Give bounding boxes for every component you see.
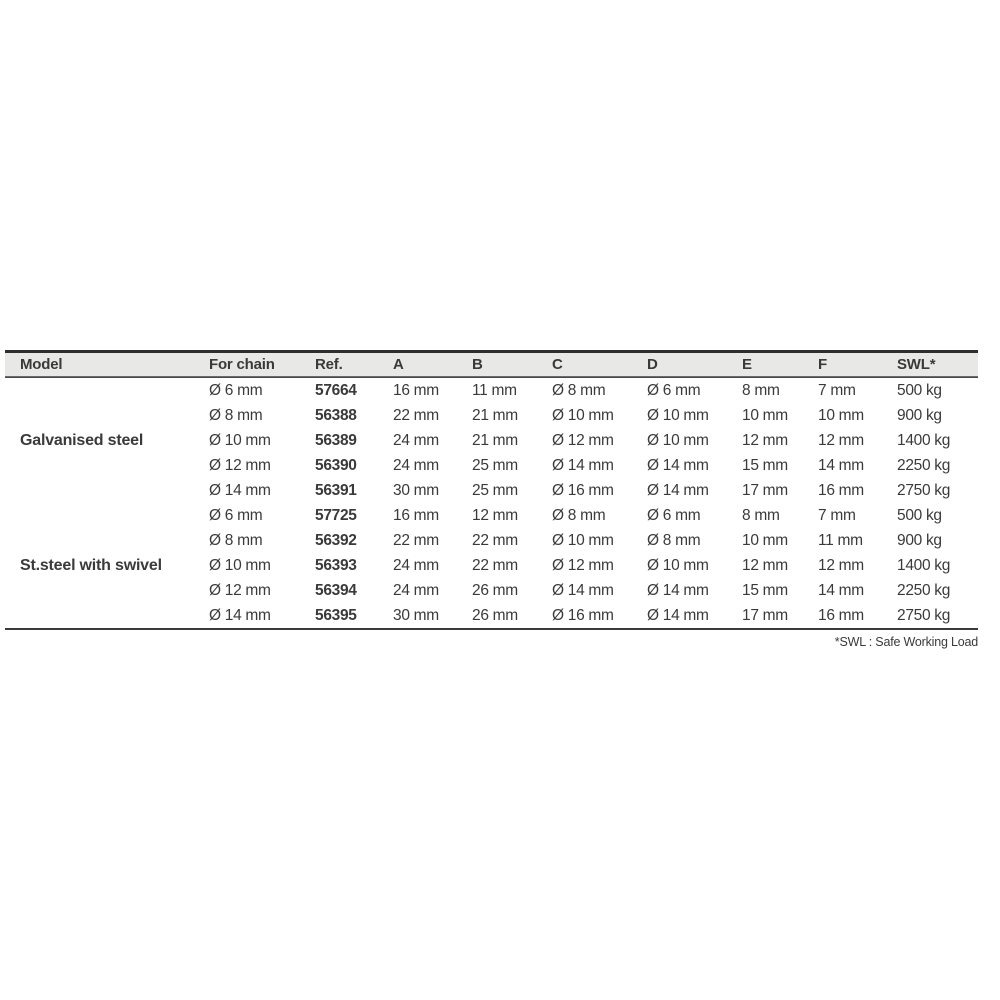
table-header-row [5,350,978,377]
cell-e: 10 mm [742,532,788,549]
cell-for-chain: Ø 8 mm [209,532,263,549]
cell-ref: 56391 [315,482,357,499]
cell-a: 22 mm [393,532,439,549]
cell-c: Ø 12 mm [552,432,614,449]
cell-ref: 56390 [315,457,357,474]
cell-swl: 2750 kg [897,607,951,624]
cell-ref: 56392 [315,532,357,549]
cell-e: 12 mm [742,432,788,449]
cell-a: 24 mm [393,557,439,574]
cell-for-chain: Ø 6 mm [209,382,263,399]
cell-swl: 2250 kg [897,457,951,474]
cell-swl: 1400 kg [897,557,951,574]
cell-f: 12 mm [818,432,864,449]
col-header-b: B [472,356,483,373]
cell-f: 16 mm [818,607,864,624]
model-label: St.steel with swivel [20,556,162,574]
cell-f: 16 mm [818,482,864,499]
cell-c: Ø 8 mm [552,382,606,399]
cell-for-chain: Ø 10 mm [209,557,271,574]
cell-ref: 56394 [315,582,357,599]
cell-f: 7 mm [818,507,856,524]
cell-d: Ø 10 mm [647,432,709,449]
cell-e: 17 mm [742,482,788,499]
cell-swl: 2750 kg [897,482,951,499]
cell-a: 24 mm [393,457,439,474]
cell-f: 14 mm [818,457,864,474]
col-header-a: A [393,356,404,373]
cell-f: 14 mm [818,582,864,599]
cell-e: 15 mm [742,582,788,599]
cell-a: 24 mm [393,432,439,449]
cell-c: Ø 14 mm [552,457,614,474]
cell-d: Ø 14 mm [647,582,709,599]
table-group-galvanised-steel [5,377,978,503]
cell-b: 22 mm [472,557,518,574]
cell-ref: 56393 [315,557,357,574]
cell-d: Ø 14 mm [647,482,709,499]
cell-f: 11 mm [818,532,863,549]
cell-f: 7 mm [818,382,856,399]
model-label: Galvanised steel [20,431,144,449]
cell-b: 25 mm [472,482,518,499]
cell-a: 22 mm [393,407,439,424]
col-header-f: F [818,356,827,373]
cell-b: 21 mm [472,432,518,449]
cell-for-chain: Ø 12 mm [209,582,271,599]
col-header-swl: SWL* [897,356,936,373]
cell-ref: 57725 [315,507,357,524]
cell-swl: 900 kg [897,407,942,424]
cell-ref: 56388 [315,407,357,424]
cell-c: Ø 16 mm [552,482,614,499]
cell-d: Ø 10 mm [647,557,709,574]
cell-c: Ø 12 mm [552,557,614,574]
cell-d: Ø 8 mm [647,532,701,549]
cell-f: 10 mm [818,407,864,424]
cell-d: Ø 10 mm [647,407,709,424]
spec-table [5,350,978,649]
cell-d: Ø 6 mm [647,507,701,524]
cell-ref: 57664 [315,382,357,399]
cell-swl: 900 kg [897,532,942,549]
cell-a: 16 mm [393,507,439,524]
cell-e: 17 mm [742,607,788,624]
cell-a: 24 mm [393,582,439,599]
cell-b: 26 mm [472,582,518,599]
cell-e: 15 mm [742,457,788,474]
cell-for-chain: Ø 10 mm [209,432,271,449]
cell-for-chain: Ø 14 mm [209,607,271,624]
col-header-d: D [647,356,658,373]
cell-e: 8 mm [742,382,780,399]
cell-for-chain: Ø 8 mm [209,407,263,424]
cell-b: 25 mm [472,457,518,474]
cell-swl: 500 kg [897,382,942,399]
cell-b: 12 mm [472,507,518,524]
cell-b: 22 mm [472,532,518,549]
cell-a: 30 mm [393,607,439,624]
col-header-e: E [742,356,752,373]
cell-b: 11 mm [472,382,517,399]
cell-d: Ø 14 mm [647,457,709,474]
cell-for-chain: Ø 12 mm [209,457,271,474]
table-group-ststeel-swivel [5,503,978,630]
cell-c: Ø 10 mm [552,532,614,549]
cell-e: 12 mm [742,557,788,574]
cell-d: Ø 6 mm [647,382,701,399]
cell-swl: 1400 kg [897,432,951,449]
cell-c: Ø 8 mm [552,507,606,524]
cell-ref: 56395 [315,607,357,624]
cell-b: 21 mm [472,407,518,424]
cell-f: 12 mm [818,557,864,574]
cell-for-chain: Ø 14 mm [209,482,271,499]
col-header-c: C [552,356,563,373]
cell-c: Ø 10 mm [552,407,614,424]
cell-c: Ø 16 mm [552,607,614,624]
col-header-model: Model [20,356,63,373]
cell-e: 8 mm [742,507,780,524]
cell-e: 10 mm [742,407,788,424]
cell-swl: 500 kg [897,507,942,524]
swl-footnote: *SWL : Safe Working Load [834,635,978,649]
cell-a: 16 mm [393,382,439,399]
cell-b: 26 mm [472,607,518,624]
col-header-for-chain: For chain [209,356,275,373]
col-header-ref: Ref. [315,356,343,373]
cell-a: 30 mm [393,482,439,499]
cell-c: Ø 14 mm [552,582,614,599]
cell-swl: 2250 kg [897,582,951,599]
cell-d: Ø 14 mm [647,607,709,624]
cell-for-chain: Ø 6 mm [209,507,263,524]
cell-ref: 56389 [315,432,357,449]
